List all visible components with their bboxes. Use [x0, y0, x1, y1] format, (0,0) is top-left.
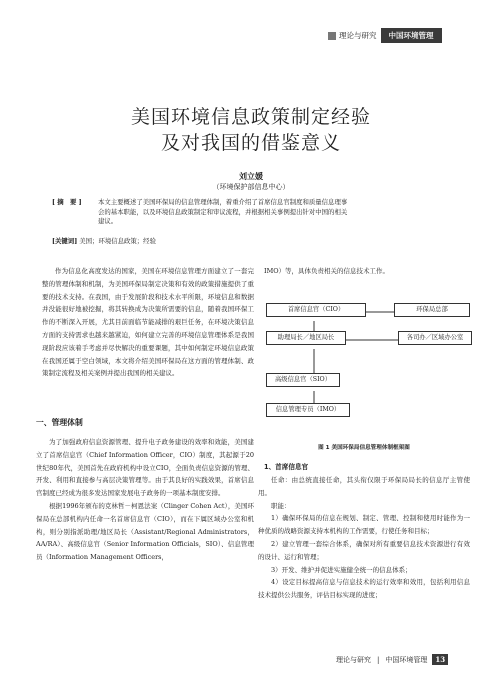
org-chart-diagram — [262, 291, 472, 423]
keywords-label: [关键词] — [52, 237, 78, 245]
section1-paragraph-2: 根据1996年颁布的克林哲－柯恩法案（Clinger Cohen Act），美国环保局在总部机构内任命一名首席信息官（CIO），而在下属区域办公室和机构，则分别指派助理/地区局长（Assistant/Regional Administrators，AA/RA）、高级信息官（Senior Information Officials，SIO）、信息管理员（Information Management Officers， — [36, 501, 254, 562]
footer-journal: 中国环境管理 — [385, 656, 428, 664]
intro-paragraph: 作为信息化高度发达的国家，美国在环境信息管理方面建立了一套完整的管理体制和机制，为美国环保局制定决策和有效的政策措施提供了重要的技术支持。在我国，由于发展阶段和技术水平所限，环境信息和数据并没能很好地被挖掘，将其转换成为决策所需要的信息，随着我国环保工作的不断深入开展，尤其目前面临节能减排的艰巨任务，在环境决策信息方面的支持需求也越来越紧迫，如何建立完善的环境信息管理体系是我国现阶段应该着手考虑并尽快解决的重要课题，其中如何制定环境信息政策在我国还属于空白领域，本文将介绍美国环保局在这方面的管理体制、政策制定流程及相关案例并提出我国的相关建议。 — [42, 267, 254, 378]
hq-box: 环保局总部 — [394, 303, 470, 317]
article-title-line1: 美国环境信息政策制定经验 — [130, 106, 371, 128]
col2-top-text: IMO）等，具体负责相关的信息技术工作。 — [264, 267, 390, 275]
cio-paragraph: 1）确保环保局的信息在规划、制定、管理、控制和使用时能作为一种优质的战略资源支持本机构的工作需要，行使任务和目标； — [258, 514, 470, 536]
footer-section: 理论与研究 — [336, 656, 371, 664]
cio-paragraph: 任命：由总统直接任命，其头衔仅限于环保局局长的信息厅主管使用。 — [258, 476, 470, 497]
article-title-line2: 及对我国的借鉴意义 — [160, 132, 341, 154]
cio-body — [258, 474, 470, 602]
keywords-text: 美国；环境信息政策；经验 — [79, 237, 156, 245]
abstract-text-3: 建议。 — [98, 217, 118, 225]
cio-box: 首席信息官（CIO） — [266, 303, 366, 317]
header-column-tab: 中国环境管理 — [381, 28, 442, 43]
header-section: 理论与研究 — [339, 31, 377, 40]
running-header — [328, 28, 442, 43]
footer-separator: | — [377, 656, 380, 664]
imo-box: 信息管理专员（IMO） — [266, 403, 350, 417]
cio-paragraph: 3）开发、维护并促进实施健全统一的信息体系； — [271, 565, 412, 574]
section1-body — [36, 436, 254, 564]
aara-box: 助理局长／地区局长 — [266, 331, 346, 345]
abstract-text-2: 会的基本职能，以及环境信息政策制定和审议流程，并根据相关事例提出针对中国的相关 — [98, 207, 348, 216]
subsection-heading-cio: 1、首席信息官 — [264, 463, 309, 471]
header-square-icon — [328, 32, 336, 40]
author-affiliation: （环境保护部信息中心） — [212, 183, 290, 191]
section-heading-1: 一、管理体制 — [36, 418, 83, 427]
cio-paragraph: 2）建立管理一套综合体系，确保对所有重要信息技术资源进行有效的设计、运行和管理； — [258, 539, 470, 561]
author: 刘立媛 — [239, 171, 263, 181]
figure-caption: 图 1 美国环保局信息管理体制框架图 — [318, 445, 410, 451]
intro-column — [42, 265, 254, 380]
section1-paragraph-1: 为了加强政府信息资源管理、提升电子政务建设的效率和效能，美国建立了首席信息官（Chief Information Officer，CIO）制度，其起源于20世纪80年代，美国首先在政府机构中设立CIO，全面负责信息资源的管理、开发、利用和直接参与高层决策管理等。由于其良好的实践效果，首席信息官制度已经成为很多发达国家发展电子政务的一项基本制度安排。 — [36, 438, 254, 498]
keywords — [52, 236, 156, 245]
col2-top — [264, 265, 470, 278]
cio-paragraph: 职能： — [271, 501, 291, 510]
sio-box: 高级信息官（SIO） — [266, 373, 340, 387]
page-number: 13 — [432, 654, 448, 665]
page-footer — [336, 654, 448, 665]
cio-paragraph: 4）设定目标提高信息与信息技术的运行效率和效用，包括利用信息技术提供公共服务，评估目标实现的进度； — [258, 578, 470, 600]
abstract-text-1: 本文主要概述了美国环保局的信息管理体制，着重介绍了首席信息官制度和质量信息理事 — [98, 198, 348, 206]
abstract — [52, 198, 462, 227]
abstract-label: [ 摘 要 ] — [52, 198, 82, 206]
offices-box: 各司办／区域办公室 — [398, 331, 472, 345]
